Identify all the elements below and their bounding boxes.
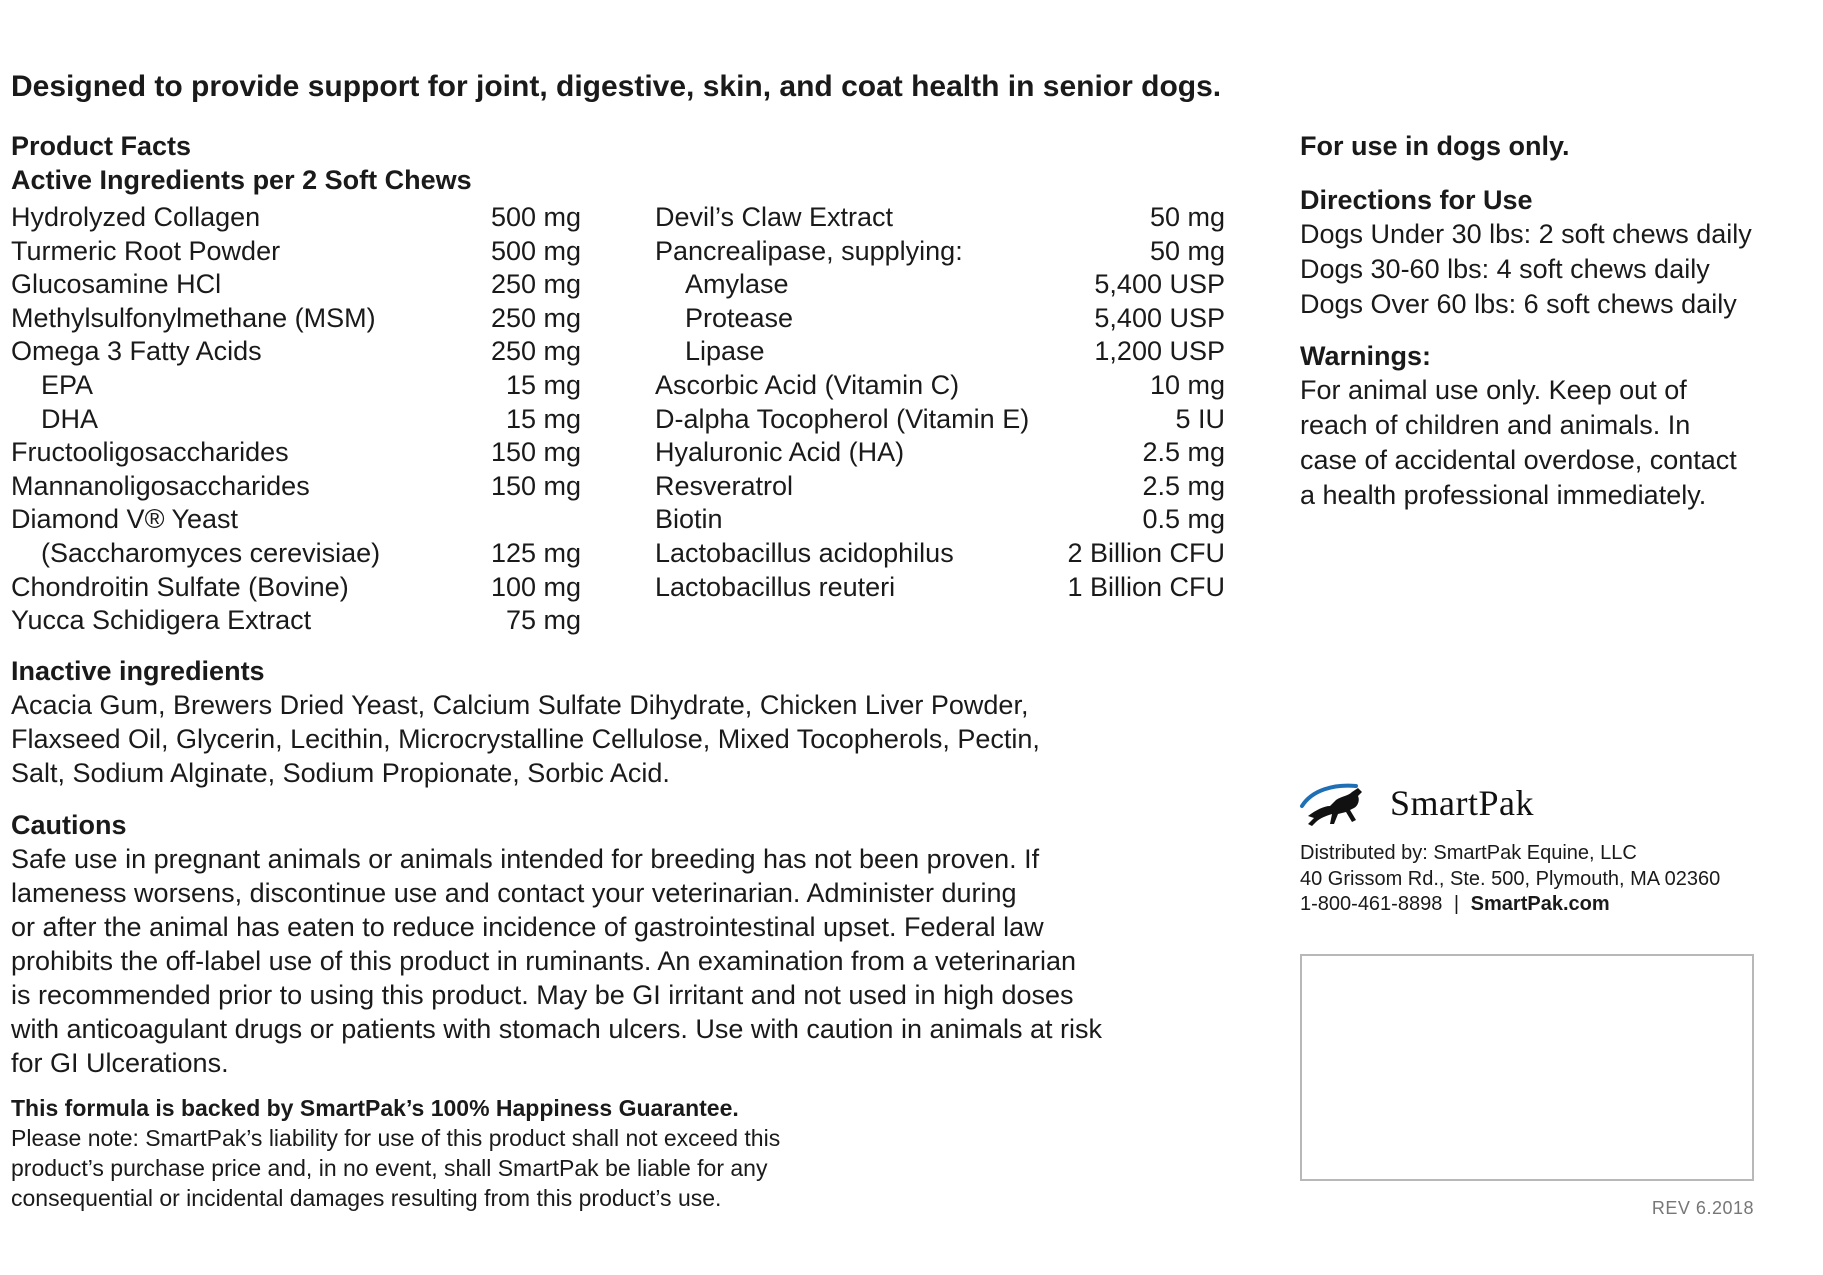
product-facts-section [11,129,472,197]
inactive-section [11,654,1040,790]
cautions-line: Safe use in pregnant animals or animals intended for breeding has not been proven. If [11,844,1040,874]
ingredient-row: Chondroitin Sulfate (Bovine) 100 mg [11,571,581,602]
warnings-line: case of accidental overdose, contact [1300,445,1737,475]
brand-logo-text: SmartPak [1390,783,1534,823]
cautions-line: for GI Ulcerations. [11,1048,229,1078]
ingredients-column-2 [655,201,1225,604]
guarantee-line: Please note: SmartPak’s liability for use of this product shall not exceed this [11,1125,781,1151]
ingredient-row: Amylase 5,400 USP [685,269,1225,300]
ingredient-row: Fructooligosaccharides 150 mg [11,437,581,468]
ingredient-row: Omega 3 Fatty Acids 250 mg [11,336,581,367]
guarantee-line: product’s purchase price and, in no event, shall SmartPak be liable for any [11,1155,768,1181]
distributed-by: Distributed by: SmartPak Equine, LLC [1300,842,1637,864]
directions-title: Directions for Use [1300,185,1533,215]
separator: | [1453,893,1460,915]
guarantee-title: This formula is backed by SmartPak’s 100% Happiness Guarantee. [11,1095,739,1121]
smartpak-logo [1298,776,1534,837]
cautions-line: with anticoagulant drugs or patients with stomach ulcers. Use with caution in animals at risk [11,1014,1103,1044]
ingredient-row: Ascorbic Acid (Vitamin C) 10 mg [655,369,1225,400]
blank-lot-box [1300,954,1754,1181]
warnings-title: Warnings: [1300,341,1431,371]
horse-logo-icon [1298,776,1378,832]
warnings-line: a health professional immediately. [1300,480,1707,510]
ingredient-row: D-alpha Tocopherol (Vitamin E) 5 IU [655,403,1225,434]
contact-line [1300,892,1720,918]
ingredient-row: Pancrealipase, supplying: 50 mg [655,235,1225,266]
ingredients-column-1 [11,201,581,638]
product-facts-title: Product Facts [11,131,192,161]
directions-line: Dogs 30-60 lbs: 4 soft chews daily [1300,254,1710,284]
website-link[interactable]: SmartPak.com [1470,893,1610,915]
distributor-info [1300,841,1720,918]
warnings-line: For animal use only. Keep out of [1300,375,1687,405]
ingredient-row: Mannanoligosaccharides 150 mg [11,470,581,501]
ingredient-row: Lactobacillus acidophilus 2 Billion CFU [655,537,1225,568]
warnings-line: reach of children and animals. In [1300,410,1691,440]
inactive-line: Salt, Sodium Alginate, Sodium Propionate, Sorbic Acid. [11,758,670,788]
headline: Designed to provide support for joint, digestive, skin, and coat health in senior dogs. [11,70,1222,103]
ingredient-row: DHA 15 mg [41,403,581,434]
ingredient-row: Lipase 1,200 USP [685,336,1225,367]
cautions-line: lameness worsens, discontinue use and contact your veterinarian. Administer during [11,878,1017,908]
phone-number: 1-800-461-8898 [1300,893,1443,915]
ingredient-row: Turmeric Root Powder 500 mg [11,235,581,266]
ingredient-row: EPA 15 mg [41,369,581,400]
inactive-line: Flaxseed Oil, Glycerin, Lecithin, Microcrystalline Cellulose, Mixed Tocopherols, Pectin, [11,724,1040,754]
inactive-line: Acacia Gum, Brewers Dried Yeast, Calcium Sulfate Dihydrate, Chicken Liver Powder, [11,690,1029,720]
cautions-line: or after the animal has eaten to reduce incidence of gastrointestinal upset. Federal law [11,912,1044,942]
ingredient-row: Biotin 0.5 mg [655,504,1225,535]
revision-label: REV 6.2018 [1651,1198,1754,1218]
ingredient-row: Hydrolyzed Collagen 500 mg [11,202,581,232]
cautions-line: is recommended prior to using this product. May be GI irritant and not used in high doses [11,980,1074,1010]
guarantee-section [11,1093,780,1213]
ingredient-row: (Saccharomyces cerevisiae) 125 mg [41,537,581,568]
cautions-title: Cautions [11,810,127,840]
active-ingredients-title: Active Ingredients per 2 Soft Chews [11,165,472,195]
cautions-section [11,808,1102,1080]
ingredient-row: Yucca Schidigera Extract 75 mg [11,605,581,636]
ingredient-row: Glucosamine HCl 250 mg [11,269,581,300]
inactive-title: Inactive ingredients [11,656,265,686]
ingredient-row: Diamond V® Yeast [11,504,239,535]
ingredient-row: Methylsulfonylmethane (MSM) 250 mg [11,302,581,333]
ingredient-row: Hyaluronic Acid (HA) 2.5 mg [655,437,1225,468]
right-column [1300,129,1752,513]
guarantee-line: consequential or incidental damages resulting from this product’s use. [11,1185,722,1211]
ingredient-row: Resveratrol 2.5 mg [655,470,1225,501]
ingredient-row: Lactobacillus reuteri 1 Billion CFU [655,571,1225,602]
address: 40 Grissom Rd., Ste. 500, Plymouth, MA 02360 [1300,867,1721,890]
directions-line: Dogs Under 30 lbs: 2 soft chews daily [1300,219,1752,249]
cautions-line: prohibits the off-label use of this product in ruminants. An examination from a veterinarian [11,946,1077,976]
ingredient-row: Protease 5,400 USP [685,302,1225,333]
ingredient-row: Devil’s Claw Extract 50 mg [655,202,1225,232]
dogs-only-label: For use in dogs only. [1300,131,1570,161]
directions-line: Dogs Over 60 lbs: 6 soft chews daily [1300,289,1737,319]
